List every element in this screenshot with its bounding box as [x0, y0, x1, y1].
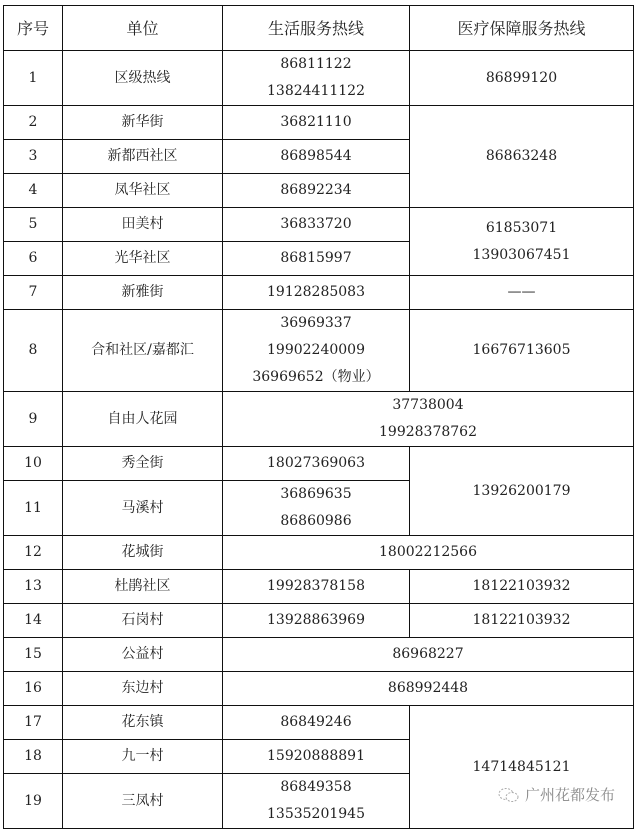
row-unit: 田美村 — [63, 208, 223, 242]
row-life-hotline: 36869635 86860986 — [223, 481, 410, 536]
row-unit: 光华社区 — [63, 242, 223, 276]
row-life-hotline: 36969337 19902240009 36969652（物业） — [223, 310, 410, 392]
row-no: 6 — [4, 242, 63, 276]
row-merged-hotline: 86968227 — [223, 638, 634, 672]
row-life-hotline: 19928378158 — [223, 570, 410, 604]
table-row — [4, 208, 634, 242]
row-unit: 马溪村 — [63, 481, 223, 536]
row-life-hotline: 86892234 — [223, 174, 410, 208]
row-unit: 新雅街 — [63, 276, 223, 310]
row-unit: 三凤村 — [63, 774, 223, 829]
header-no: 序号 — [4, 6, 63, 51]
row-no: 12 — [4, 536, 63, 570]
watermark — [498, 784, 615, 805]
row-life-hotline: 86849246 — [223, 706, 410, 740]
row-life-hotline: 19128285083 — [223, 276, 410, 310]
row-unit: 新都西社区 — [63, 140, 223, 174]
table-row — [4, 106, 634, 140]
row-no: 3 — [4, 140, 63, 174]
row-merged-hotline: 868992448 — [223, 672, 634, 706]
row-no: 7 — [4, 276, 63, 310]
row-life-hotline: 86815997 — [223, 242, 410, 276]
row-no: 4 — [4, 174, 63, 208]
table-row — [4, 447, 634, 481]
row-no: 16 — [4, 672, 63, 706]
row-unit: 合和社区/嘉都汇 — [63, 310, 223, 392]
row-unit: 石岗村 — [63, 604, 223, 638]
row-medical-hotline: 86863248 — [410, 106, 634, 208]
row-medical-hotline: 18122103932 — [410, 570, 634, 604]
row-unit: 凤华社区 — [63, 174, 223, 208]
table-row — [4, 51, 634, 106]
row-unit: 九一村 — [63, 740, 223, 774]
row-no: 10 — [4, 447, 63, 481]
row-unit: 新华街 — [63, 106, 223, 140]
row-life-hotline: 15920888891 — [223, 740, 410, 774]
table-row — [4, 570, 634, 604]
row-unit: 东边村 — [63, 672, 223, 706]
wechat-icon — [498, 787, 520, 803]
row-unit: 秀全街 — [63, 447, 223, 481]
table-row — [4, 604, 634, 638]
hotline-table — [3, 5, 634, 829]
table-row — [4, 392, 634, 447]
row-medical-hotline: 13926200179 — [410, 447, 634, 536]
row-merged-hotline: 37738004 19928378762 — [223, 392, 634, 447]
row-no: 2 — [4, 106, 63, 140]
row-life-hotline: 86898544 — [223, 140, 410, 174]
table-row — [4, 706, 634, 740]
row-no: 5 — [4, 208, 63, 242]
row-unit: 花城街 — [63, 536, 223, 570]
row-medical-hotline: 61853071 13903067451 — [410, 208, 634, 276]
row-no: 8 — [4, 310, 63, 392]
row-medical-hotline: 14714845121 — [410, 706, 634, 829]
header-life-hotline: 生活服务热线 — [223, 6, 410, 51]
row-unit: 自由人花园 — [63, 392, 223, 447]
table-row — [4, 276, 634, 310]
row-life-hotline: 13928863969 — [223, 604, 410, 638]
row-merged-hotline: 18002212566 — [223, 536, 634, 570]
row-unit: 杜鹃社区 — [63, 570, 223, 604]
table-row — [4, 672, 634, 706]
row-no: 1 — [4, 51, 63, 106]
watermark-text: 广州花都发布 — [525, 786, 616, 804]
row-medical-hotline: 16676713605 — [410, 310, 634, 392]
row-no: 15 — [4, 638, 63, 672]
row-no: 13 — [4, 570, 63, 604]
row-no: 14 — [4, 604, 63, 638]
row-no: 9 — [4, 392, 63, 447]
header-unit: 单位 — [63, 6, 223, 51]
row-unit: 公益村 — [63, 638, 223, 672]
row-unit: 区级热线 — [63, 51, 223, 106]
row-life-hotline: 18027369063 — [223, 447, 410, 481]
table-row — [4, 638, 634, 672]
row-life-hotline: 36833720 — [223, 208, 410, 242]
row-medical-hotline: —— — [410, 276, 634, 310]
row-life-hotline: 86811122 13824411122 — [223, 51, 410, 106]
row-medical-hotline: 18122103932 — [410, 604, 634, 638]
row-no: 11 — [4, 481, 63, 536]
row-medical-hotline: 86899120 — [410, 51, 634, 106]
row-no: 17 — [4, 706, 63, 740]
header-row — [4, 6, 634, 51]
table-row — [4, 310, 634, 392]
header-medical-hotline: 医疗保障服务热线 — [410, 6, 634, 51]
table-row — [4, 536, 634, 570]
row-unit: 花东镇 — [63, 706, 223, 740]
row-life-hotline: 86849358 13535201945 — [223, 774, 410, 829]
row-no: 19 — [4, 774, 63, 829]
row-life-hotline: 36821110 — [223, 106, 410, 140]
row-no: 18 — [4, 740, 63, 774]
